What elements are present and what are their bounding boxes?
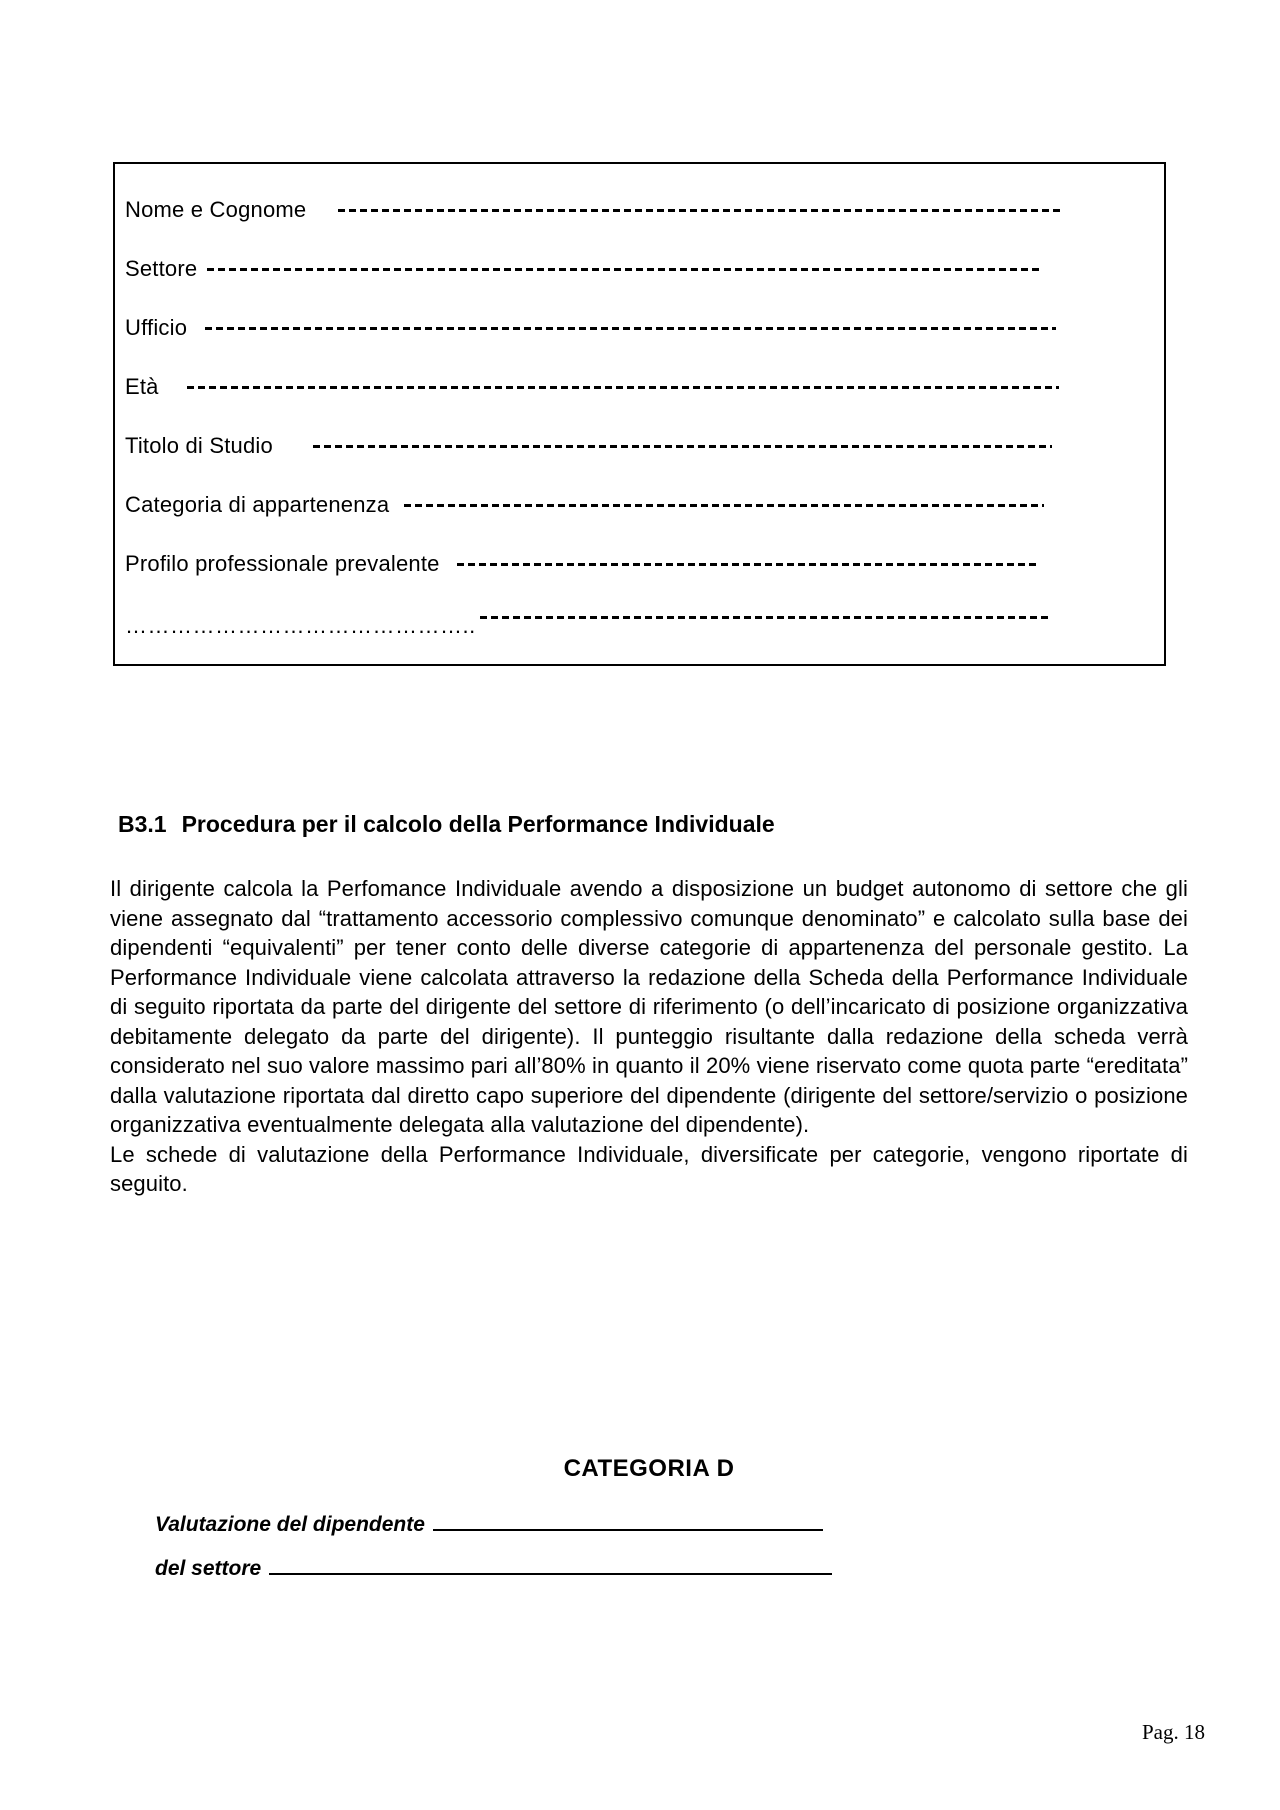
dashed-fill-line xyxy=(457,563,1039,566)
form-row-profilo-professionale xyxy=(125,534,1154,593)
field-label: Titolo di Studio xyxy=(125,432,273,458)
anagraphic-form-box xyxy=(113,162,1166,666)
evaluation-label: del settore xyxy=(155,1556,262,1580)
dashed-fill-line xyxy=(207,268,1042,271)
fill-in-blank-line xyxy=(269,1553,832,1575)
form-row-titolo-di-studio xyxy=(125,416,1154,475)
document-content xyxy=(110,0,1188,1583)
evaluation-line-settore xyxy=(155,1553,1188,1583)
form-row-ufficio xyxy=(125,298,1154,357)
field-label: Ufficio xyxy=(125,314,188,340)
page-number: Pag. 18 xyxy=(1142,1720,1205,1744)
dashed-fill-line xyxy=(338,209,1060,212)
dashed-fill-line xyxy=(480,616,1050,619)
dashed-fill-line xyxy=(313,445,1052,448)
field-label: Settore xyxy=(125,255,198,281)
evaluation-label: Valutazione del dipendente xyxy=(155,1512,425,1536)
body-paragraph-2: Le schede di valutazione della Performance Individuale, diversificate per categorie, vengono riportate di seguito. xyxy=(110,1141,1188,1196)
field-label: Nome e Cognome xyxy=(125,196,307,222)
section-title: Procedura per il calcolo della Performance Individuale xyxy=(181,811,775,837)
fill-in-blank-line xyxy=(433,1509,823,1531)
field-label: Profilo professionale prevalente xyxy=(125,550,440,576)
dashed-fill-line xyxy=(404,504,1044,507)
evaluation-line-dipendente xyxy=(155,1509,1188,1539)
section-heading xyxy=(118,810,1188,838)
category-heading: CATEGORIA D xyxy=(563,1454,735,1482)
form-row-eta xyxy=(125,357,1154,416)
section-number: B3.1 xyxy=(118,811,167,837)
form-row-continuation xyxy=(125,593,1154,652)
form-row-nome-cognome xyxy=(125,180,1154,239)
dotted-leader: ……………………………………….. xyxy=(125,612,476,638)
dashed-fill-line xyxy=(205,327,1056,330)
form-row-settore xyxy=(125,239,1154,298)
body-paragraph-1: Il dirigente calcola la Perfomance Individuale avendo a disposizione un budget autonomo di settore che gli viene assegnato dal “trattamento accessorio complessivo comunque denominato” e calcolato sulla base dei dipendenti “equivalenti” per tener conto delle diverse categorie di appartenenza del personale gestito. La Performance Individuale viene calcolata attraverso la redazione della Scheda della Performance Individuale di seguito riportata da parte del dirigente del settore di riferimento (o dell’incaricato di posizione organizzativa debitamente delegato da parte del dirigente). Il punteggio risultante dalla redazione della scheda verrà considerato nel suo valore massimo pari all’80% in quanto il 20% viene riservato come quota parte “ereditata” dalla valutazione riportata dal diretto capo superiore del dipendente (dirigente del settore/servizio o posizione organizzativa eventualmente delegata alla valutazione del dipendente). xyxy=(110,876,1188,1137)
field-label: Categoria di appartenenza xyxy=(125,491,390,517)
form-row-categoria-di-appartenenza xyxy=(125,475,1154,534)
field-label: Età xyxy=(125,373,159,399)
dashed-fill-line xyxy=(187,386,1059,389)
